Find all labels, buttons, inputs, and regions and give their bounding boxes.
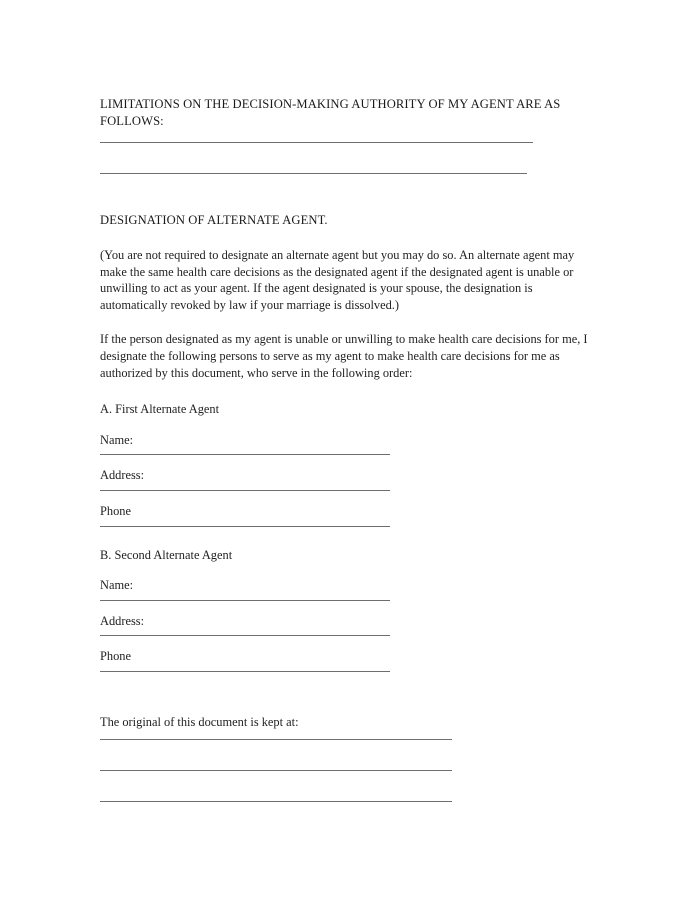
spacer [100,381,596,401]
second-agent-phone-label: Phone [100,649,131,664]
spacer [100,455,596,467]
spacer [100,636,596,648]
spacer [100,174,596,204]
spacer [100,771,596,801]
first-agent-name-label: Name: [100,432,134,447]
spacer [100,418,596,432]
spacer [100,702,596,714]
second-alternate-agent-title: B. Second Alternate Agent [100,547,233,562]
second-agent-address-label: Address: [100,613,145,628]
spacer [100,491,596,503]
spacer [100,313,596,331]
alternate-agent-instruction: If the person designated as my agent is unable or unwilling to make health care decisions for me, I designate the following persons to serve as my agent to make health care decisions for me as authorized by this document, who serve in the following order: [100,332,588,380]
spacer [100,731,596,739]
designation-section-heading: DESIGNATION OF ALTERNATE AGENT. [100,213,328,227]
alternate-agent-parenthetical: (You are not required to designate an alternate agent but you may do so. An alternate agent may make the same health care decisions as the designated agent if the designated agent is unable or unwilling to act as your agent. If the agent designated is your spouse, the designation is automatically revoked by law if your marriage is dissolved.) [100,248,575,312]
first-agent-address-label: Address: [100,468,145,483]
document-body [100,96,596,802]
spacer [100,204,596,212]
original-location-line-3[interactable] [100,801,452,802]
original-location-label: The original of this document is kept at: [100,714,299,729]
first-agent-phone-label: Phone [100,503,131,518]
spacer [100,601,596,613]
spacer [100,527,596,547]
spacer [100,130,596,142]
limitations-heading: LIMITATIONS ON THE DECISION-MAKING AUTHORITY OF MY AGENT ARE AS FOLLOWS: [100,97,561,128]
spacer [100,563,596,577]
second-agent-name-label: Name: [100,578,134,593]
first-alternate-agent-title: A. First Alternate Agent [100,402,220,417]
spacer [100,672,596,702]
spacer [100,229,596,247]
spacer [100,143,596,173]
spacer [100,740,596,770]
